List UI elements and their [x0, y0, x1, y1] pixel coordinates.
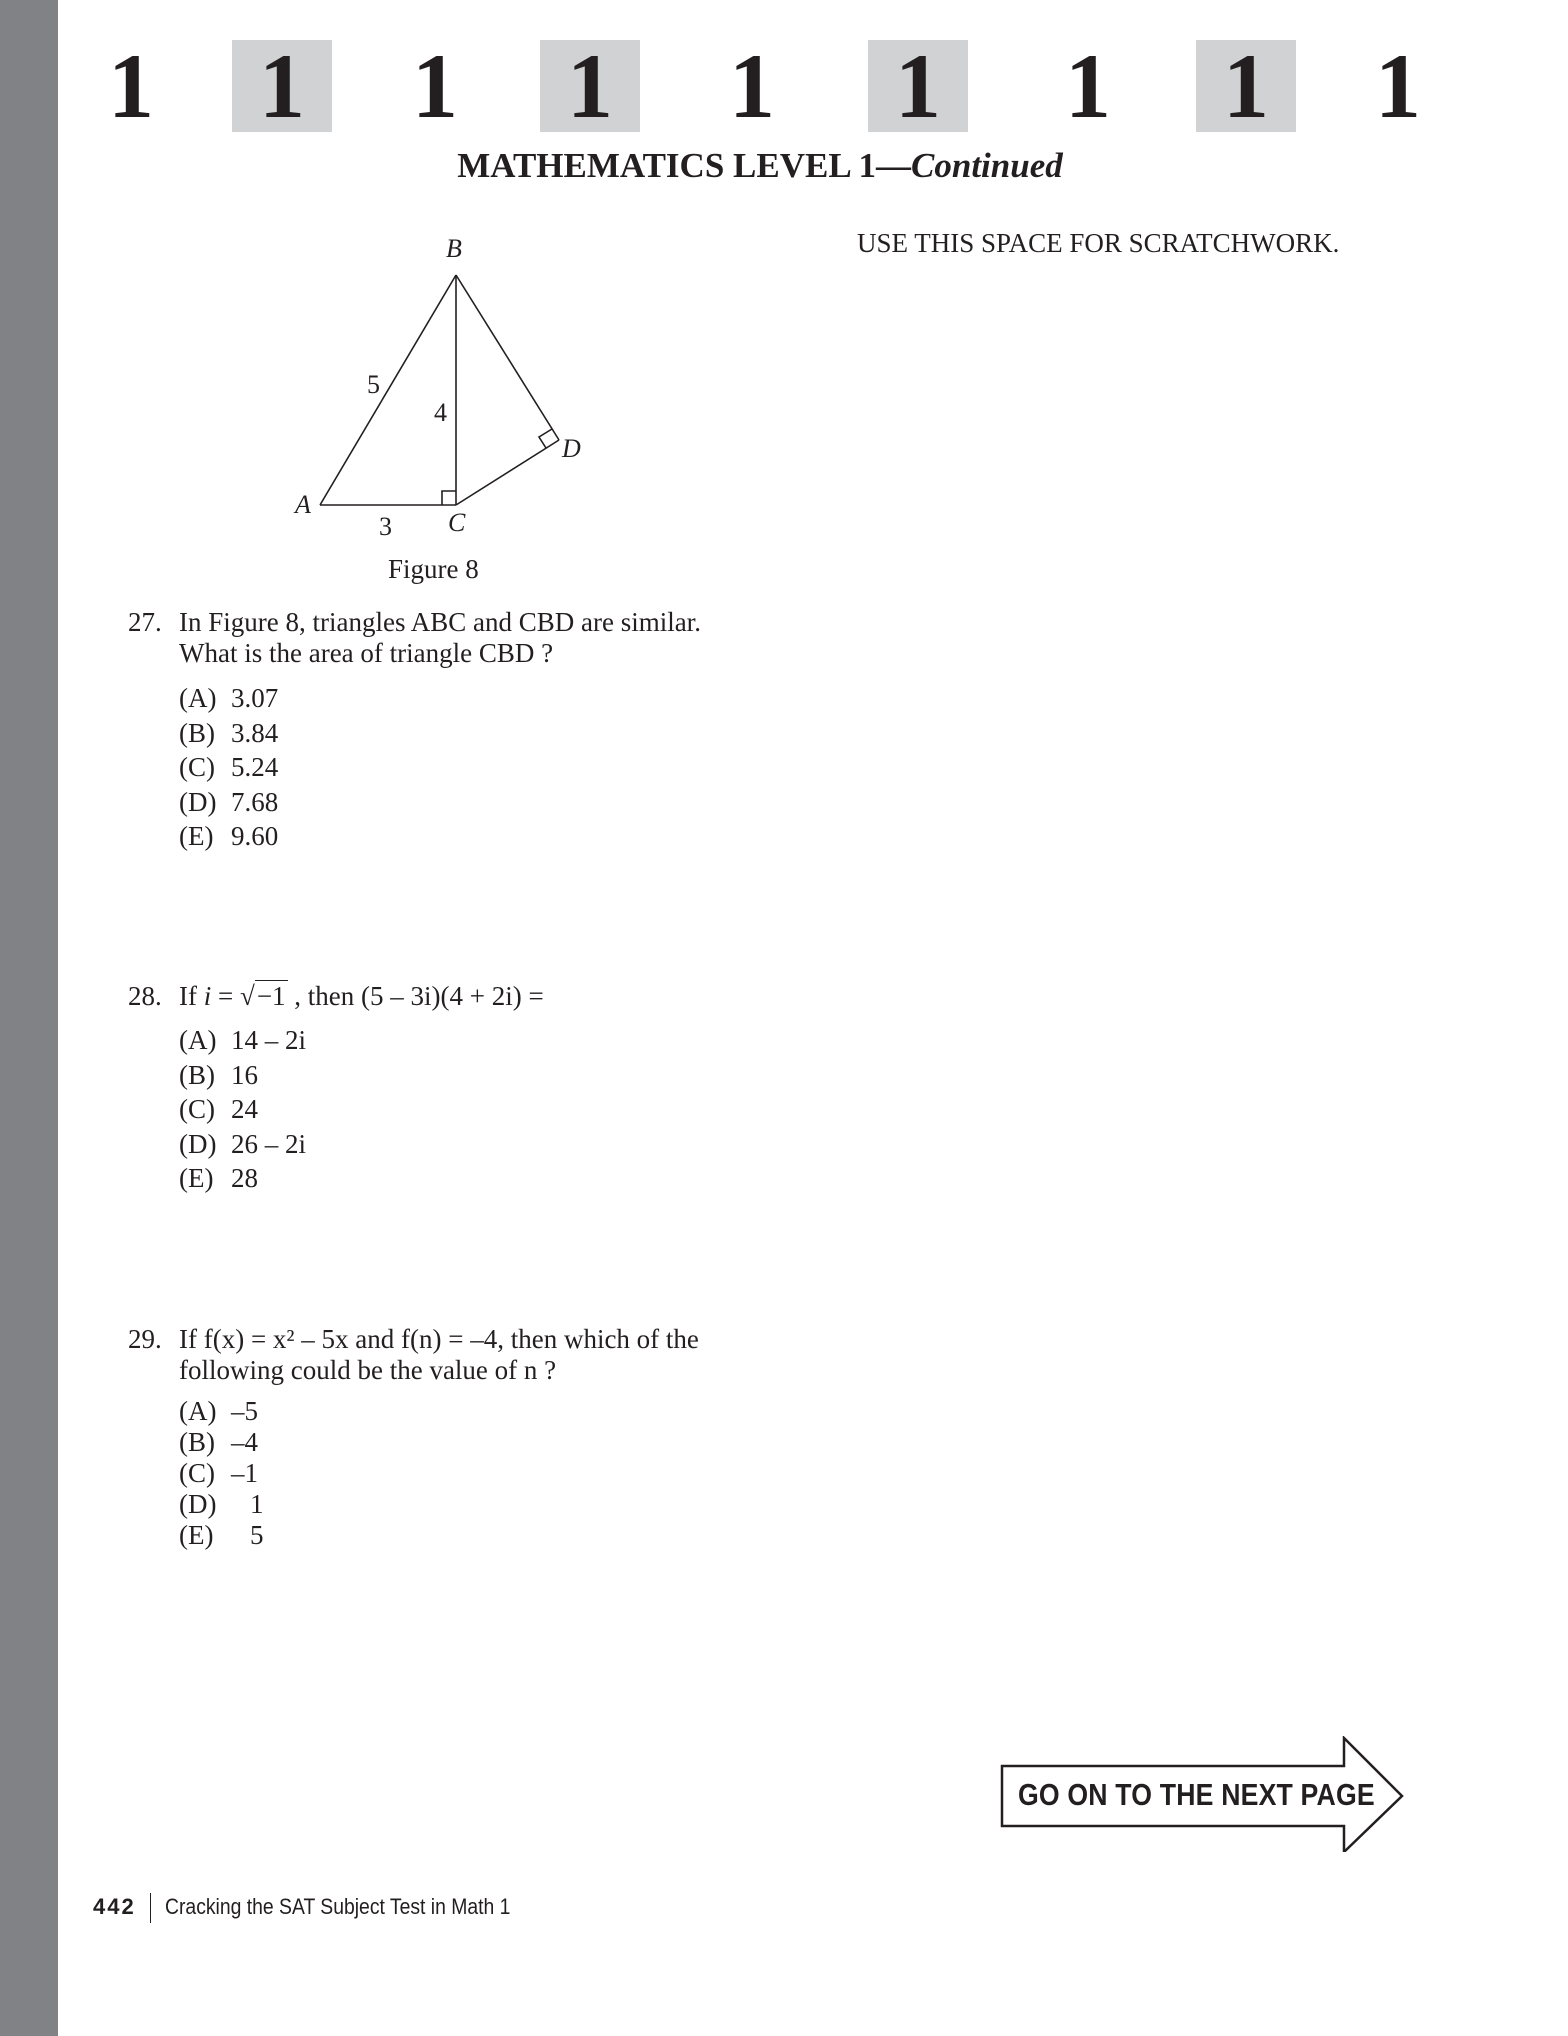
question-stem	[179, 607, 799, 669]
side-label-ab: 5	[367, 370, 380, 399]
book-title: Cracking the SAT Subject Test in Math 1	[164, 1893, 511, 1919]
question-text-line: following could be the value of n ?	[179, 1355, 557, 1385]
choice-label: (A)	[179, 683, 217, 713]
figure-8	[280, 230, 600, 590]
question-number: 29.	[128, 1324, 162, 1354]
answer-choice[interactable]	[179, 1396, 264, 1427]
side-bd	[456, 275, 559, 440]
choice-label: (D)	[179, 786, 217, 817]
choice-label: (D)	[179, 1489, 217, 1519]
scratchwork-label: USE THIS SPACE FOR SCRATCHWORK.	[857, 228, 1340, 258]
answer-choice[interactable]	[179, 750, 278, 785]
choice-value: 1	[250, 1489, 264, 1519]
answer-choice[interactable]	[179, 1092, 306, 1127]
question-text-line: If f(x) = x² – 5x and f(n) = –4, then which of the	[179, 1324, 699, 1354]
choice-label: (E)	[179, 1163, 214, 1193]
page-number: 442	[93, 1893, 136, 1919]
radicand: −1	[256, 981, 286, 1011]
page-footer	[93, 1893, 557, 1923]
choice-value: 5	[250, 1520, 264, 1550]
answer-choice[interactable]	[179, 785, 278, 820]
side-cd	[456, 440, 559, 505]
choice-value: 14 – 2i	[231, 1025, 307, 1055]
side-label-bc: 4	[434, 398, 447, 427]
section-digit: 1	[1375, 35, 1421, 137]
choice-value: 7.68	[231, 786, 279, 817]
square-root: √−1	[239, 981, 286, 1011]
choice-value: 24	[231, 1094, 258, 1124]
answer-choice[interactable]	[179, 1458, 264, 1489]
footer-divider	[150, 1893, 151, 1923]
answer-choice[interactable]	[179, 1520, 264, 1551]
choice-label: (C)	[179, 1458, 215, 1488]
choice-label: (B)	[179, 1059, 215, 1090]
section-digit: 1	[1065, 35, 1111, 137]
next-page-arrow[interactable]	[1000, 1736, 1410, 1852]
section-digit: 1	[540, 40, 640, 132]
choice-value: –1	[231, 1458, 258, 1488]
section-title	[0, 146, 1520, 186]
side-margin-bar	[0, 0, 58, 2036]
choice-value: –4	[231, 1427, 258, 1457]
answer-choices	[179, 1396, 264, 1551]
question-stem	[179, 981, 799, 1012]
figure-caption: Figure 8	[388, 554, 479, 584]
answer-choice[interactable]	[179, 716, 278, 751]
side-ab	[320, 275, 456, 505]
question-text: If	[179, 981, 204, 1011]
answer-choice[interactable]	[179, 1161, 306, 1196]
answer-choice[interactable]	[179, 1489, 264, 1520]
choice-value: –5	[231, 1396, 258, 1426]
choice-label: (E)	[179, 1520, 214, 1550]
vertex-label-d: D	[562, 434, 581, 463]
section-digit: 1	[868, 40, 968, 132]
choice-label: (D)	[179, 1128, 217, 1159]
choice-value: 3.07	[231, 683, 279, 713]
choice-label: (A)	[179, 1025, 217, 1055]
section-digit: 1	[232, 40, 332, 132]
section-digit: 1	[412, 35, 458, 137]
vertex-label-c: C	[448, 508, 466, 537]
section-digit: 1	[1196, 40, 1296, 132]
answer-choice[interactable]	[179, 1058, 306, 1093]
choice-value: 3.84	[231, 717, 279, 748]
choice-value: 26 – 2i	[231, 1128, 307, 1159]
choice-label: (B)	[179, 717, 215, 748]
choice-value: 16	[231, 1059, 258, 1090]
vertex-label-a: A	[295, 490, 311, 519]
choice-value: 9.60	[231, 821, 279, 851]
section-title-continued: Continued	[911, 146, 1063, 185]
question-number: 28.	[128, 981, 162, 1011]
answer-choices	[179, 1023, 306, 1196]
triangle-diagram	[280, 230, 600, 530]
question-text-line: In Figure 8, triangles ABC and CBD are similar.	[179, 607, 701, 637]
choice-label: (B)	[179, 1427, 215, 1457]
choice-value: 28	[231, 1163, 258, 1193]
answer-choice[interactable]	[179, 1127, 306, 1162]
answer-choice[interactable]	[179, 1427, 264, 1458]
answer-choice[interactable]	[179, 819, 278, 854]
choice-label: (A)	[179, 1396, 217, 1426]
question-number: 27.	[128, 607, 162, 637]
choice-value: 5.24	[231, 752, 279, 782]
section-title-main: MATHEMATICS LEVEL 1—	[457, 146, 912, 185]
vertex-label-b: B	[446, 234, 462, 263]
right-angle-c	[442, 491, 456, 505]
equals-sign: =	[211, 981, 240, 1011]
side-label-ac: 3	[379, 512, 392, 541]
answer-choices	[179, 681, 278, 854]
section-digit: 1	[108, 35, 154, 137]
question-text-line: What is the area of triangle CBD ?	[179, 638, 554, 668]
question-stem	[179, 1324, 799, 1386]
answer-choice[interactable]	[179, 1023, 306, 1058]
question-text: , then (5 – 3i)(4 + 2i) =	[287, 981, 544, 1011]
choice-label: (C)	[179, 752, 215, 782]
next-page-label: GO ON TO THE NEXT PAGE	[1018, 1777, 1375, 1812]
imaginary-variable: i	[203, 981, 212, 1011]
answer-choice[interactable]	[179, 681, 278, 716]
section-number-banner	[0, 0, 1568, 140]
choice-label: (E)	[179, 821, 214, 851]
section-digit: 1	[729, 35, 775, 137]
choice-label: (C)	[179, 1094, 215, 1124]
